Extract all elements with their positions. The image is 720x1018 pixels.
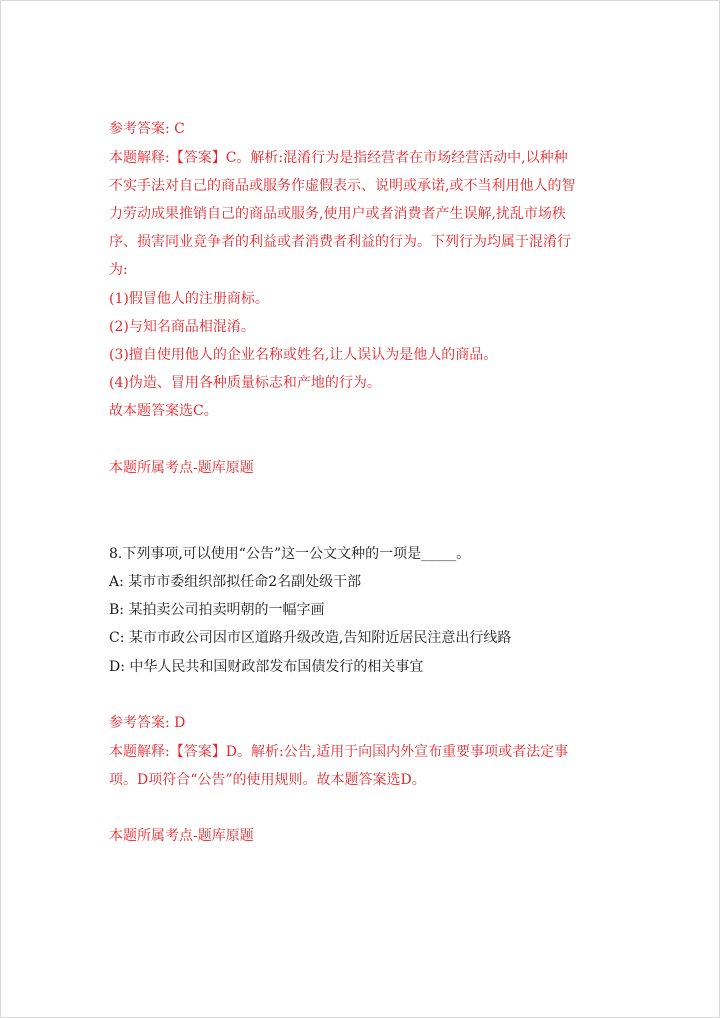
explanation-line: 项。D项符合“公告”的使用规则。故本题答案选D。 (109, 772, 426, 788)
explanation-line: (2)与知名商品相混淆。 (109, 319, 255, 335)
explanation-line: 本题解释:【答案】D。解析:公告,适用于向国内外宣布重要事项或者法定事 (109, 744, 569, 760)
option-d: D: 中华人民共和国财政部发布国债发行的相关事宜 (109, 659, 424, 675)
option-c: C: 某市市政公司因市区道路升级改造,告知附近居民注意出行线路 (109, 630, 512, 646)
answer-label: 参考答案: C (109, 121, 185, 137)
explanation-line: 故本题答案选C。 (109, 403, 218, 419)
explanation-line: (3)擅自使用他人的企业名称或姓名,让人误认为是他人的商品。 (109, 347, 498, 363)
explanation-line: (4)伪造、冒用各种质量标志和产地的行为。 (109, 375, 381, 391)
option-a: A: 某市市委组织部拟任命2名副处级干部 (109, 574, 362, 590)
question-stem: 8.下列事项,可以使用“公告”这一公文文种的一项是_____。 (109, 546, 471, 562)
answer-label: 参考答案: D (109, 715, 186, 731)
explanation-line: 力劳动成果推销自己的商品或服务,使用户或者消费者产生误解,扰乱市场秩 (109, 206, 566, 222)
explanation-line: (1)假冒他人的注册商标。 (109, 291, 269, 307)
option-b: B: 某拍卖公司拍卖明朝的一幅字画 (109, 602, 325, 618)
explanation-line: 序、损害同业竞争者的利益或者消费者利益的行为。下列行为均属于混淆行 (109, 234, 571, 250)
explanation-line: 不实手法对自己的商品或服务作虚假表示、说明或承诺,或不当利用他人的智 (109, 178, 576, 194)
source-label: 本题所属考点-题库原题 (109, 828, 254, 844)
source-label: 本题所属考点-题库原题 (109, 460, 254, 476)
explanation-line: 本题解释:【答案】C。解析:混淆行为是指经营者在市场经营活动中,以种种 (109, 150, 568, 166)
explanation-line: 为: (109, 262, 128, 278)
